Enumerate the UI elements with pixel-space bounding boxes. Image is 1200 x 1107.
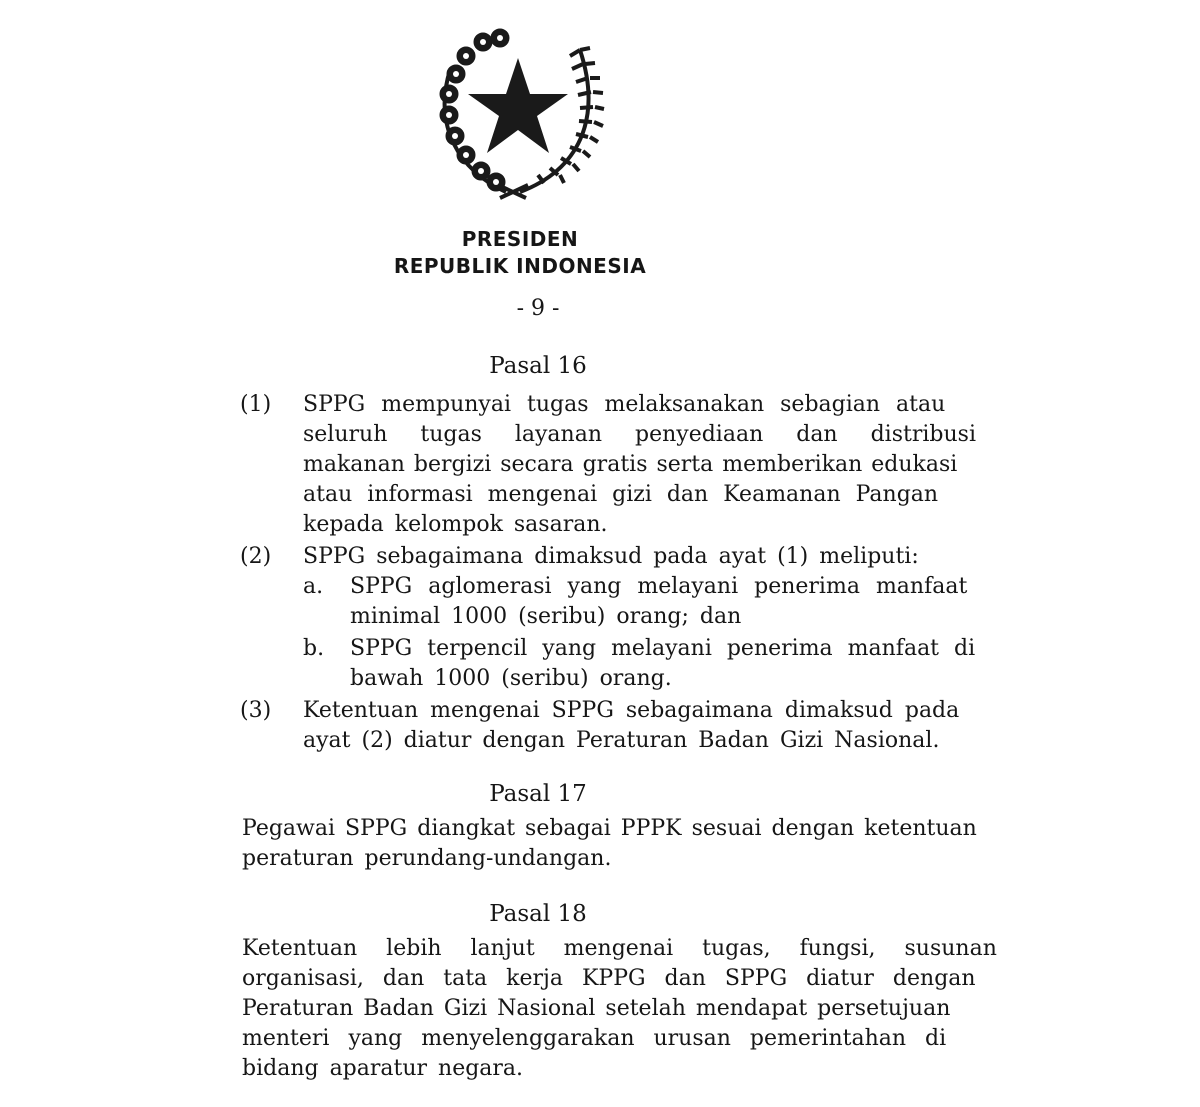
pasal-17-line: peraturan perundang-undangan.: [242, 846, 612, 871]
pasal-18-line: bidang aparatur negara.: [242, 1056, 524, 1081]
ayat-1-line: seluruh tugas layanan penyediaan dan distribusi: [303, 422, 976, 447]
header-presiden: PRESIDEN: [461, 227, 579, 251]
page-number: - 9 -: [516, 296, 560, 321]
ayat-2-item-a-line: minimal 1000 (seribu) orang; dan: [350, 604, 742, 629]
ayat-2-item-b-line: bawah 1000 (seribu) orang.: [350, 666, 672, 691]
ayat-2-number: (2): [240, 544, 272, 569]
ayat-1-line: SPPG mempunyai tugas melaksanakan sebagian atau: [303, 392, 946, 417]
pasal-18-line: menteri yang menyelenggarakan urusan pemerintahan di: [242, 1026, 947, 1051]
ayat-3-line: ayat (2) diatur dengan Peraturan Badan Gizi Nasional.: [303, 728, 940, 753]
pasal-17-line: Pegawai SPPG diangkat sebagai PPPK sesuai dengan ketentuan: [242, 816, 977, 841]
ayat-2-item-b-line: SPPG terpencil yang melayani penerima manfaat di: [350, 636, 976, 661]
ayat-2-item-a-line: SPPG aglomerasi yang melayani penerima manfaat: [350, 574, 968, 599]
ayat-2-intro: SPPG sebagaimana dimaksud pada ayat (1) meliputi:: [303, 544, 919, 569]
pasal-16-title: Pasal 16: [489, 353, 587, 379]
ayat-3-line: Ketentuan mengenai SPPG sebagaimana dimaksud pada: [303, 698, 960, 723]
ayat-1-line: kepada kelompok sasaran.: [303, 512, 608, 537]
ayat-2-item-b-letter: b.: [303, 636, 325, 661]
ayat-1-line: atau informasi mengenai gizi dan Keamanan Pangan: [303, 482, 939, 507]
presidential-emblem-icon: [428, 20, 608, 200]
ayat-1-number: (1): [240, 392, 272, 417]
header-republik-indonesia: REPUBLIK INDONESIA: [393, 254, 647, 278]
pasal-18-line: Ketentuan lebih lanjut mengenai tugas, fungsi, susunan: [242, 936, 997, 961]
ayat-2-item-a-letter: a.: [303, 574, 324, 599]
ayat-1-line: makanan bergizi secara gratis serta memberikan edukasi: [303, 452, 958, 477]
pasal-18-line: Peraturan Badan Gizi Nasional setelah mendapat persetujuan: [242, 996, 951, 1021]
pasal-18-line: organisasi, dan tata kerja KPPG dan SPPG diatur dengan: [242, 966, 976, 991]
pasal-18-title: Pasal 18: [489, 901, 587, 927]
pasal-17-title: Pasal 17: [489, 781, 587, 807]
ayat-3-number: (3): [240, 698, 272, 723]
